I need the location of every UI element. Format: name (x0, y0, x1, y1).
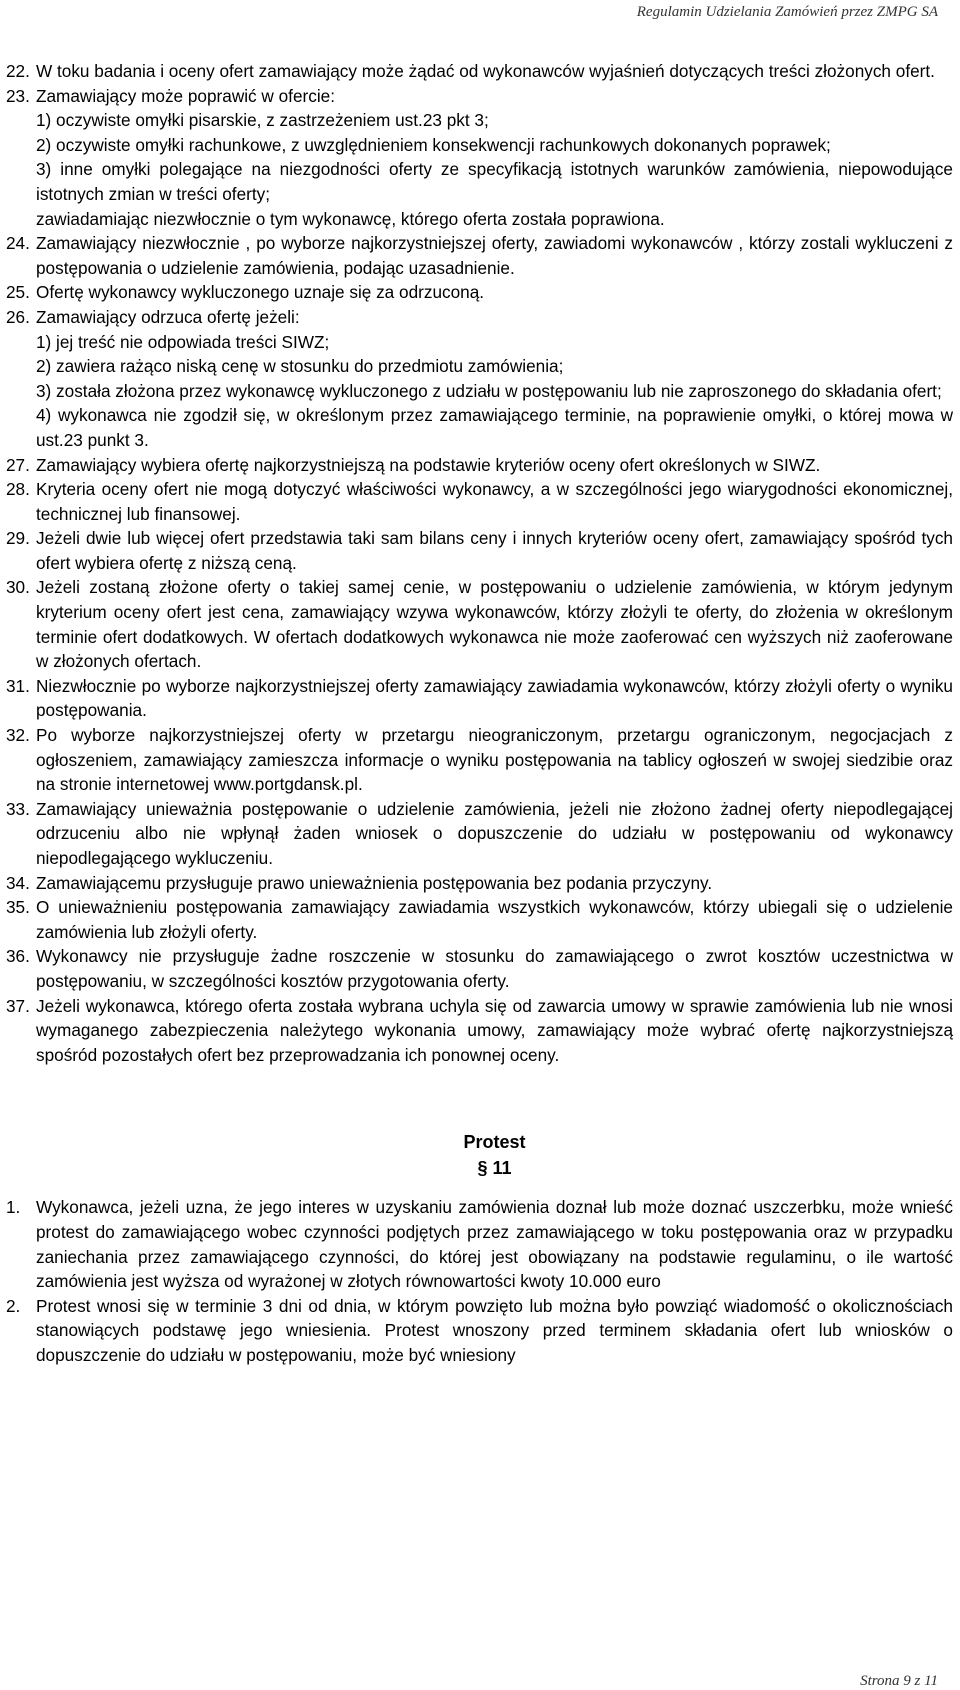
list-item (6, 674, 953, 723)
item-number: 36. (6, 946, 30, 967)
item-number: 22. (6, 61, 30, 81)
item-text: Ofertę wykonawcy wykluczonego uznaje się za odrzuconą. (36, 282, 485, 303)
item-number: 25. (6, 282, 30, 303)
item-number: 31. (6, 675, 30, 696)
document-body (6, 59, 953, 1368)
list-item (6, 723, 953, 797)
protest-list (6, 1195, 953, 1367)
item-text: Wykonawcy nie przysługuje żadne roszczenie w stosunku do zamawiającego o zwrot kosztów uczestnictwa w postępowaniu, w szczególności kosztów przygotowania oferty. (36, 946, 953, 991)
list-item (6, 1294, 953, 1368)
list-item (6, 895, 953, 944)
item-number: 37. (6, 995, 30, 1016)
sub-item: 1) jej treść nie odpowiada treści SIWZ; (36, 331, 330, 352)
running-header: Regulamin Udzielania Zamówień przez ZMPG SA (636, 4, 938, 20)
item-text: Zamawiający unieważnia postępowanie o udzielenie zamówienia, jeżeli nie złożono żadnej oferty niepodlegającej odrzuceniu albo nie wpłynął żaden wniosek o dopuszczenie do udziału w postępowaniu od wykonawcy niepodlegającego wykluczeniu. (36, 798, 953, 868)
item-number: 23. (6, 85, 30, 106)
list-item (6, 305, 953, 330)
list-item (6, 575, 953, 673)
item-text: Protest wnosi się w terminie 3 dni od dnia, w którym powzięto lub można było powziąć wiadomość o okolicznościach stanowiących podstawę jego wniesienia. Protest wnoszony przed terminem składania ofert lub wniosków o dopuszczenie do udziału w postępowaniu, może być wniesiony (36, 1295, 953, 1365)
item-number: 27. (6, 454, 30, 475)
numbered-list (6, 59, 953, 1067)
item-number: 30. (6, 577, 30, 598)
list-item (6, 280, 953, 305)
item-text: O unieważnieniu postępowania zamawiający zawiadamia wszystkich wykonawców, którzy ubiegali się o udzielenie zamówienia lub złożyli oferty. (36, 897, 953, 942)
item-text: Zamawiający odrzuca ofertę jeżeli: (36, 306, 300, 327)
list-item (6, 59, 953, 84)
sub-item: zawiadamiając niezwłocznie o tym wykonawcę, którego oferta została poprawiona. (36, 208, 665, 229)
item-number: 34. (6, 872, 30, 893)
item-number: 1. (6, 1197, 21, 1218)
page-footer: Strona 9 z 11 (860, 1673, 938, 1689)
item-number: 29. (6, 528, 30, 549)
list-item (6, 231, 953, 280)
list-item (6, 797, 953, 871)
list-item (6, 84, 953, 109)
item-number: 24. (6, 233, 30, 254)
list-item (6, 477, 953, 526)
item-text: Zamawiający może poprawić w ofercie: (36, 85, 335, 106)
item-text: Jeżeli dwie lub więcej ofert przedstawia taki sam bilans ceny i innych kryteriów oceny ofert, zamawiający spośród tych ofert wybiera ofertę z niższą ceną. (36, 528, 953, 573)
item-text: Jeżeli zostaną złożone oferty o takiej samej cenie, w postępowaniu o udzielenie zamówienia, w którym jedynym kryterium oceny ofert jest cena, zamawiający wzywa wykonawców, którzy złożyli te oferty, do złożenia w określonym terminie ofert dodatkowych. W ofertach dodatkowych wykonawca nie może zaoferować cen wyższych niż zaoferowane w złożonych ofertach. (36, 577, 953, 672)
item-text: Zamawiającemu przysługuje prawo unieważnienia postępowania bez podania przyczyny. (36, 872, 713, 893)
list-item (6, 944, 953, 993)
item-number: 26. (6, 306, 30, 327)
list-item (6, 526, 953, 575)
item-number: 32. (6, 725, 30, 746)
sub-item: 3) została złożona przez wykonawcę wykluczonego z udziału w postępowaniu lub nie zaproszonego do składania ofert; (36, 380, 942, 401)
item-text: Kryteria oceny ofert nie mogą dotyczyć właściwości wykonawcy, a w szczególności jego wiarygodności ekonomicznej, technicznej lub finansowej. (36, 479, 953, 524)
list-item (6, 994, 953, 1068)
item-text: W toku badania i oceny ofert zamawiający może żądać od wykonawców wyjaśnień dotyczących treści złożonych ofert. (36, 61, 935, 81)
item-text: Zamawiający niezwłocznie , po wyborze najkorzystniejszej oferty, zawiadomi wykonawców , którzy zostali wykluczeni z postępowania o udzielenie zamówienia, podając uzasadnienie. (36, 233, 953, 278)
section-number: § 11 (477, 1158, 512, 1179)
item-text: Po wyborze najkorzystniejszej oferty w przetargu nieograniczonym, przetargu ograniczonym, negocjacjach z ogłoszeniem, zamawiający zamieszcza informacje o wyniku postępowania na tablicy ogłoszeń w swojej siedzibie oraz na stronie internetowej www.portgdansk.pl. (36, 725, 953, 795)
item-text: Zamawiający wybiera ofertę najkorzystniejszą na podstawie kryteriów oceny ofert określonych w SIWZ. (36, 454, 821, 475)
sub-item: 1) oczywiste omyłki pisarskie, z zastrzeżeniem ust.23 pkt 3; (36, 110, 489, 131)
item-text: Niezwłocznie po wyborze najkorzystniejszej oferty zamawiający zawiadamia wykonawców, którzy złożyli oferty o wyniku postępowania. (36, 675, 953, 721)
list-item (6, 1195, 953, 1293)
item-text: Jeżeli wykonawca, którego oferta została wybrana uchyla się od zawarcia umowy w sprawie zamówienia lub nie wnosi wymaganego zabezpieczenia należytego wykonania umowy, zamawiający może wybrać ofertę najkorzystniejszą spośród pozostałych ofert bez przeprowadzania ich ponownej oceny. (36, 995, 953, 1065)
list-item (6, 871, 953, 896)
item-number: 2. (6, 1295, 21, 1316)
sub-item: 3) inne omyłki polegające na niezgodności oferty ze specyfikacją istotnych warunków zamówienia, niepowodujące istotnych zmian w treści oferty; (36, 159, 953, 204)
sub-item: 2) oczywiste omyłki rachunkowe, z uwzględnieniem konsekwencji rachunkowych dokonanych poprawek; (36, 134, 831, 155)
item-text: Wykonawca, jeżeli uzna, że jego interes w uzyskaniu zamówienia doznał lub może doznać uszczerbku, może wnieść protest do zamawiającego wobec czynności podjętych przez zamawiającego w toku postępowania oraz w przypadku zaniechania przez zamawiającego czynności, do której jest obowiązany na podstawie regulaminu, o ile wartość zamówienia jest wyższa od wyrażonej w złotych równowartości kwoty 10.000 euro (36, 1197, 953, 1292)
item-number: 35. (6, 897, 30, 918)
item-number: 28. (6, 479, 30, 500)
list-item (6, 453, 953, 478)
section-title: Protest (463, 1132, 526, 1153)
sub-item: 2) zawiera rażąco niską cenę w stosunku do przedmiotu zamówienia; (36, 356, 564, 377)
item-number: 33. (6, 798, 30, 819)
sub-item: 4) wykonawca nie zgodził się, w określonym przez zamawiającego terminie, na poprawienie omyłki, o której mowa w ust.23 punkt 3. (36, 405, 953, 450)
